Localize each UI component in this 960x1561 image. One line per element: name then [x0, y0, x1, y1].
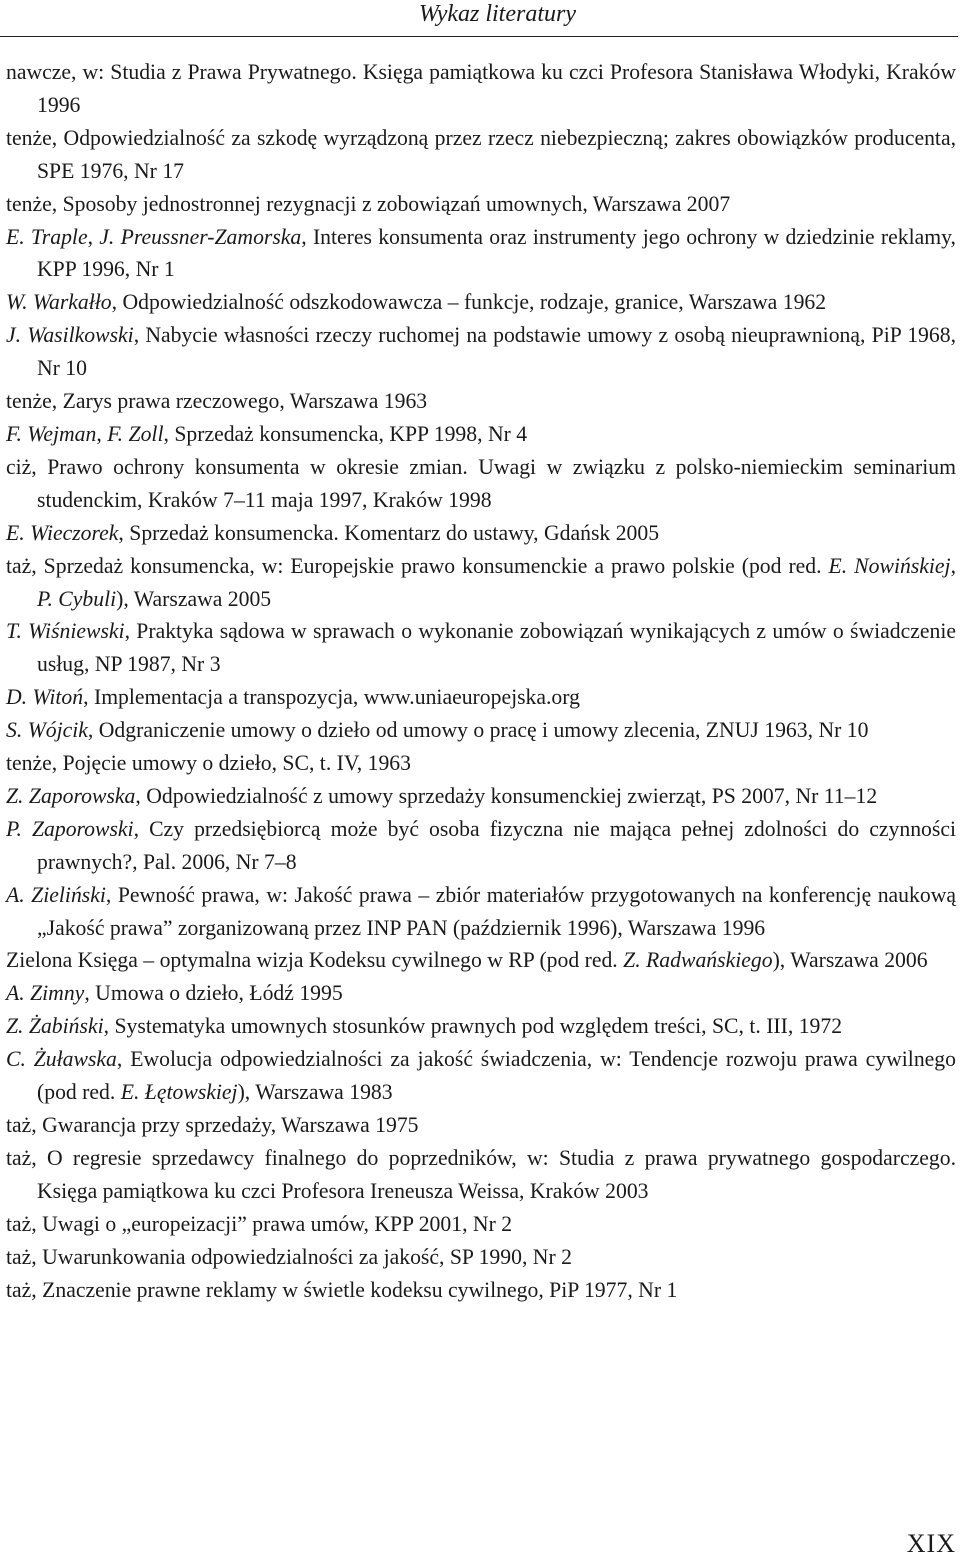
entry-text: , Ewolucja odpowiedzialności za jakość świadczenia, w: Tendencje rozwoju prawa cywilnego (pod red.: [37, 1047, 956, 1105]
bibliography-entry: [6, 517, 956, 550]
author-name: P. Cybuli: [37, 586, 117, 611]
bibliography-entry: [6, 747, 956, 780]
bibliography-entry: [6, 977, 956, 1010]
bibliography-entry: [6, 122, 956, 188]
entry-text: , Pewność prawa, w: Jakość prawa – zbiór materiałów przygotowanych na konferencję naukową „Jakość prawa” zorganizowaną przez INP PAN (październik 1996), Warszawa 1996: [37, 882, 957, 940]
entry-text: ), Warszawa 2005: [116, 586, 272, 611]
bibliography-entry: [6, 780, 956, 813]
bibliography-entry: [6, 221, 956, 287]
bibliography-entry: [6, 879, 956, 945]
bibliography-entry: [6, 944, 956, 977]
author-name: A. Zimny: [6, 981, 85, 1006]
author-name: E. Łętowskiej: [120, 1080, 238, 1105]
entry-text: , Odgraniczenie umowy o dzieło od umowy o pracę i umowy zlecenia, ZNUJ 1963, Nr 10: [87, 718, 869, 743]
entry-text: , Nabycie własności rzeczy ruchomej na podstawie umowy z osobą nieuprawnioną, PiP 1968, Nr 10: [37, 323, 957, 381]
entry-text: tenże, Sposoby jednostronnej rezygnacji z zobowiązań umownych, Warszawa 2007: [6, 191, 731, 216]
bibliography-list: [6, 56, 956, 1306]
bibliography-entry: [6, 188, 956, 221]
author-name: E. Wieczorek: [6, 520, 119, 545]
author-name: J. Wasilkowski: [6, 323, 134, 348]
entry-text: tenże, Zarys prawa rzeczowego, Warszawa 1963: [6, 389, 428, 414]
entry-text: taż, Znaczenie prawne reklamy w świetle kodeksu cywilnego, PiP 1977, Nr 1: [6, 1277, 678, 1302]
entry-text: , Odpowiedzialność z umowy sprzedaży konsumenckiej zwierząt, PS 2007, Nr 11–12: [135, 783, 878, 808]
entry-text: , Sprzedaż konsumencka, KPP 1998, Nr 4: [163, 421, 528, 446]
page-number: XIX: [906, 1529, 956, 1558]
author-name: S. Wójcik: [6, 718, 88, 743]
entry-text: tenże, Pojęcie umowy o dzieło, SC, t. IV, 1963: [6, 751, 411, 776]
entry-text: , Czy przedsiębiorcą może być osoba fizyczna nie mająca pełnej zdolności do czynności prawnych?, Pal. 2006, Nr 7–8: [37, 816, 956, 874]
author-name: T. Wiśniewski: [6, 619, 125, 644]
running-title: Wykaz literatury: [418, 1, 576, 27]
bibliography-entry: [6, 1208, 956, 1241]
entry-text: , Umowa o dzieło, Łódź 1995: [84, 981, 343, 1006]
author-name: F. Wejman: [6, 421, 97, 446]
bibliography-entry: [6, 813, 956, 879]
entry-text: taż, Sprzedaż konsumencka, w: Europejskie prawo konsumenckie a prawo polskie (pod red.: [6, 553, 829, 578]
entry-text: , Interes konsumenta oraz instrumenty jego ochrony w dziedzinie reklamy, KPP 1996, Nr 1: [37, 224, 956, 282]
bibliography-entry: [6, 714, 956, 747]
bibliography-entry: [6, 385, 956, 418]
author-name: E. Nowińskiej: [828, 553, 951, 578]
bibliography-entry: [6, 615, 956, 681]
entry-text: , Odpowiedzialność odszkodowawcza – funkcje, rodzaje, granice, Warszawa 1962: [111, 290, 827, 315]
entry-text: , Implementacja a transpozycja, www.uniaeuropejska.org: [83, 685, 580, 710]
author-name: Z. Zaporowska: [6, 783, 136, 808]
bibliography-entry: [6, 681, 956, 714]
entry-text: ciż, Prawo ochrony konsumenta w okresie zmian. Uwagi w związku z polsko-niemieckim seminarium studenckim, Kraków 7–11 maja 1997, Kraków 1998: [6, 454, 956, 512]
entry-text: taż, O regresie sprzedawcy finalnego do poprzedników, w: Studia z prawa prywatnego gospodarczego. Księga pamiątkowa ku czci Profesora Ireneusza Weissa, Kraków 2003: [6, 1145, 956, 1203]
bibliography-entry: [6, 418, 956, 451]
bibliography-entry: [6, 1241, 956, 1274]
author-name: J. Preussner-Zamorska: [99, 224, 302, 249]
entry-text: , Praktyka sądowa w sprawach o wykonanie zobowiązań wynikających z umów o świadczenie usług, NP 1987, Nr 3: [37, 619, 956, 677]
author-name: P. Zaporowski: [6, 816, 134, 841]
bibliography-entry: [6, 56, 956, 122]
bibliography-entry: [6, 1142, 956, 1208]
author-name: A. Zieliński: [6, 882, 106, 907]
author-name: E. Traple: [6, 224, 88, 249]
entry-text: ), Warszawa 2006: [772, 948, 928, 973]
entry-text: nawcze, w: Studia z Prawa Prywatnego. Księga pamiątkowa ku czci Profesora Stanisława Włodyki, Kraków 1996: [6, 60, 956, 117]
bibliography-entry: [6, 286, 956, 319]
entry-text: ,: [96, 421, 108, 446]
entry-text: tenże, Odpowiedzialność za szkodę wyrządzoną przez rzecz niebezpieczną; zakres obowiązków producenta, SPE 1976, Nr 17: [6, 125, 956, 183]
author-name: Z. Żabiński: [6, 1014, 104, 1039]
entry-text: taż, Uwagi o „europeizacji” prawa umów, KPP 2001, Nr 2: [6, 1211, 513, 1236]
bibliography-entry: [6, 451, 956, 517]
author-name: F. Zoll: [107, 421, 164, 446]
entry-text: ), Warszawa 1983: [237, 1080, 393, 1105]
entry-text: taż, Uwarunkowania odpowiedzialności za jakość, SP 1990, Nr 2: [6, 1244, 572, 1269]
entry-text: ,: [87, 224, 100, 249]
entry-text: , Sprzedaż konsumencka. Komentarz do ustawy, Gdańsk 2005: [118, 520, 660, 545]
author-name: Z. Radwańskiego: [623, 948, 773, 973]
bibliography-entry: [6, 1010, 956, 1043]
author-name: C. Żuławska: [6, 1047, 117, 1072]
bibliography-entry: [6, 550, 956, 616]
entry-text: ,: [950, 553, 956, 578]
entry-text: Zielona Księga – optymalna wizja Kodeksu cywilnego w RP (pod red.: [6, 948, 624, 973]
author-name: D. Witoń: [6, 685, 84, 710]
bibliography-entry: [6, 319, 956, 385]
bibliography-entry: [6, 1274, 956, 1307]
entry-text: taż, Gwarancja przy sprzedaży, Warszawa 1975: [6, 1113, 419, 1137]
bibliography-entry: [6, 1043, 956, 1109]
author-name: W. Warkałło: [6, 290, 112, 315]
bibliography-entry: [6, 1109, 956, 1142]
entry-text: , Systematyka umownych stosunków prawnych pod względem treści, SC, t. III, 1972: [103, 1014, 843, 1039]
page-header: [0, 0, 958, 37]
